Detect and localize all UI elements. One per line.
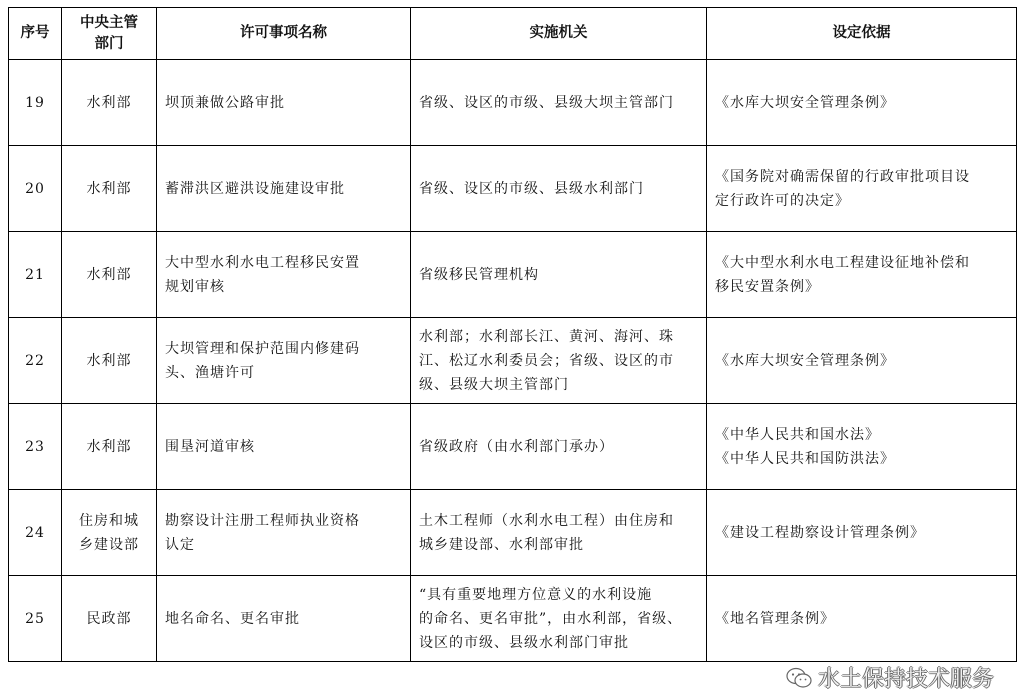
cell-text: 《中华人民共和国水法》 (715, 426, 880, 443)
watermark (786, 662, 994, 693)
cell-index: 20 (9, 146, 62, 232)
cell-item (157, 404, 411, 490)
cell-text: 地名命名、更名审批 (165, 610, 300, 627)
cell-text: 水利部 (86, 352, 132, 369)
column-header-basis (707, 8, 1017, 60)
cell-text: 水利部 (86, 180, 132, 197)
cell-item (157, 60, 411, 146)
cell-text: 蓄滞洪区避洪设施建设审批 (165, 180, 345, 197)
table-row (9, 490, 1017, 576)
cell-text: 《大中型水利水电工程建设征地补偿和 (715, 254, 970, 271)
cell-department (62, 232, 157, 318)
cell-index: 24 (9, 490, 62, 576)
cell-authority (411, 232, 707, 318)
cell-text: 定行政许可的决定》 (715, 192, 850, 209)
cell-text: 《国务院对确需保留的行政审批项目设 (715, 168, 970, 185)
cell-text: 大中型水利水电工程移民安置 (165, 254, 360, 271)
table-row (9, 404, 1017, 490)
cell-text: 级、县级大坝主管部门 (419, 376, 569, 393)
column-header-authority (411, 8, 707, 60)
cell-text: 大坝管理和保护范围内修建码 (165, 340, 360, 357)
cell-index: 21 (9, 232, 62, 318)
cell-basis (707, 404, 1017, 490)
cell-basis (707, 490, 1017, 576)
cell-text: 乡建设部 (79, 536, 139, 553)
cell-text: 坝顶兼做公路审批 (165, 94, 285, 111)
cell-text: 的命名、更名审批”，由水利部，省级、 (419, 610, 683, 627)
cell-text: 《水库大坝安全管理条例》 (715, 352, 895, 369)
cell-basis (707, 232, 1017, 318)
cell-text: 城乡建设部、水利部审批 (419, 536, 584, 553)
cell-text: 民政部 (86, 610, 132, 627)
cell-index: 23 (9, 404, 62, 490)
cell-item (157, 318, 411, 404)
cell-item (157, 490, 411, 576)
cell-text: 认定 (165, 536, 195, 553)
table-row (9, 318, 1017, 404)
header-text: 部门 (94, 35, 124, 52)
cell-authority (411, 60, 707, 146)
header-text: 序号 (20, 25, 50, 41)
cell-authority (411, 318, 707, 404)
cell-text: 水利部 (86, 266, 132, 283)
cell-text: 省级、设区的市级、县级水利部门 (419, 180, 644, 197)
cell-index: 22 (9, 318, 62, 404)
cell-text: 土木工程师（水利水电工程）由住房和 (419, 512, 674, 529)
header-text: 许可事项名称 (240, 25, 327, 41)
cell-text: 省级政府（由水利部门承办） (419, 438, 614, 455)
cell-text: 省级、设区的市级、县级大坝主管部门 (419, 94, 674, 111)
table-row (9, 146, 1017, 232)
cell-text: 水利部 (86, 438, 132, 455)
cell-authority (411, 146, 707, 232)
cell-basis (707, 60, 1017, 146)
table-row (9, 232, 1017, 318)
cell-text: 省级移民管理机构 (419, 266, 539, 283)
cell-text: 住房和城 (79, 512, 139, 529)
column-header-department (62, 8, 157, 60)
table-body (9, 60, 1017, 662)
cell-authority (411, 404, 707, 490)
cell-text: 勘察设计注册工程师执业资格 (165, 512, 360, 529)
watermark-text: 水土保持技术服务 (817, 667, 994, 692)
cell-department (62, 576, 157, 662)
permit-table (8, 7, 1017, 662)
cell-text: 《建设工程勘察设计管理条例》 (715, 524, 925, 541)
table-row (9, 576, 1017, 662)
header-text: 实施机关 (529, 25, 588, 41)
cell-text: 围垦河道审核 (165, 438, 255, 455)
column-header-item (157, 8, 411, 60)
cell-basis (707, 318, 1017, 404)
header-text: 中央主管 (80, 14, 138, 31)
table-row (9, 60, 1017, 146)
cell-authority (411, 576, 707, 662)
cell-text: 《中华人民共和国防洪法》 (715, 450, 895, 467)
cell-text: 水利部 (86, 94, 132, 111)
cell-text: 设区的市级、县级水利部门审批 (419, 634, 629, 651)
cell-text: 移民安置条例》 (715, 278, 820, 295)
header-text: 设定依据 (832, 25, 891, 41)
cell-text: 《地名管理条例》 (715, 610, 835, 627)
cell-department (62, 404, 157, 490)
cell-basis (707, 576, 1017, 662)
column-header-index (9, 8, 62, 60)
cell-text: “具有重要地理方位意义的水利设施 (419, 586, 653, 603)
cell-department (62, 490, 157, 576)
cell-department (62, 318, 157, 404)
cell-index: 25 (9, 576, 62, 662)
cell-index: 19 (9, 60, 62, 146)
cell-item (157, 576, 411, 662)
cell-item (157, 232, 411, 318)
cell-item (157, 146, 411, 232)
cell-authority (411, 490, 707, 576)
cell-text: 水利部；水利部长江、黄河、海河、珠 (419, 328, 674, 345)
header-row (9, 8, 1017, 60)
cell-department (62, 146, 157, 232)
wechat-icon (786, 667, 812, 689)
cell-department (62, 60, 157, 146)
cell-text: 头、渔塘许可 (165, 364, 255, 381)
cell-basis (707, 146, 1017, 232)
cell-text: 江、松辽水利委员会；省级、设区的市 (419, 352, 674, 369)
cell-text: 规划审核 (165, 278, 225, 295)
cell-text: 《水库大坝安全管理条例》 (715, 94, 895, 111)
